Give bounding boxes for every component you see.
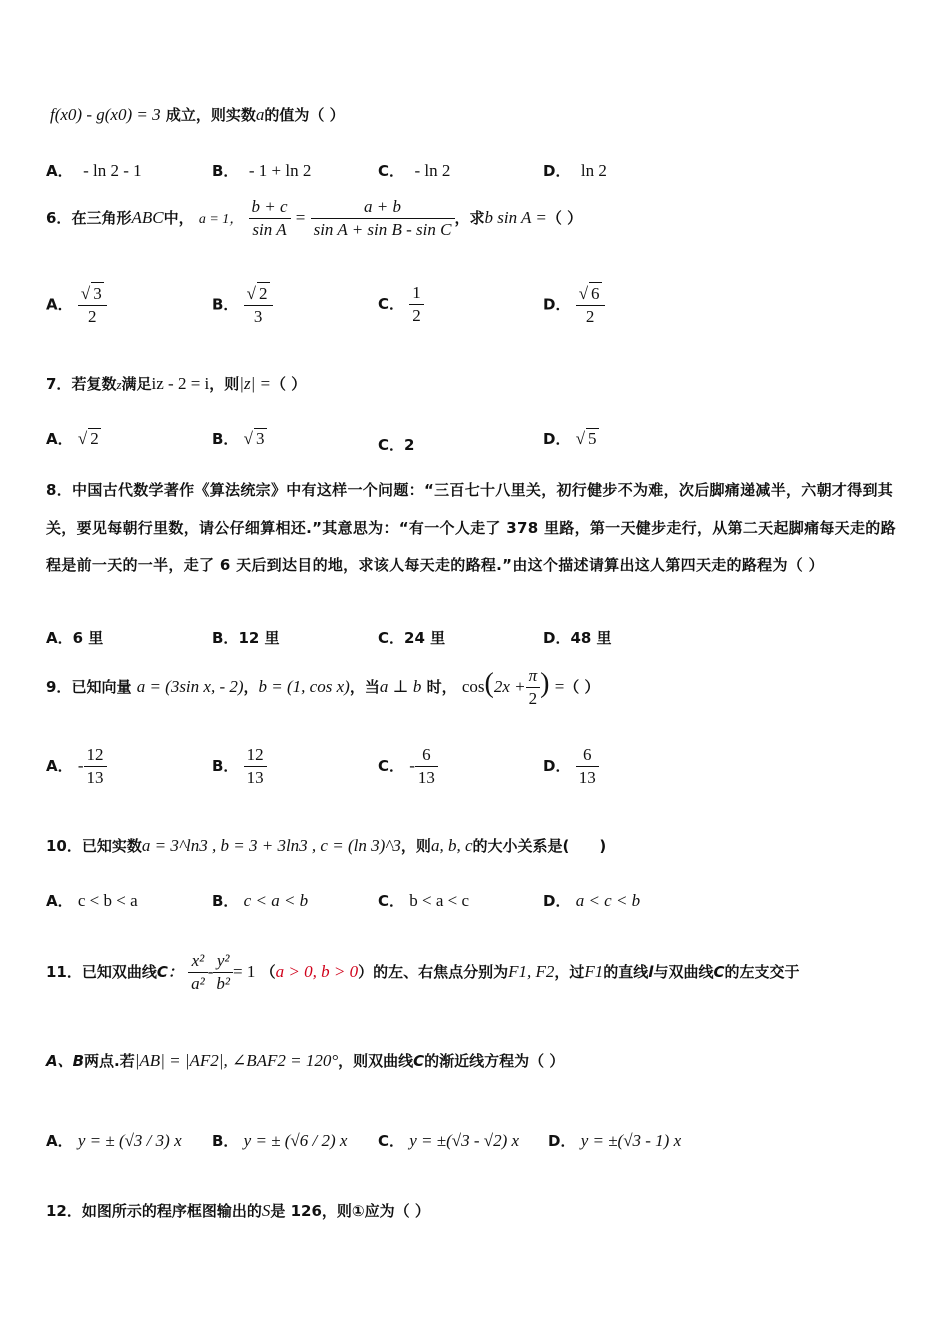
q5-option-d: D． ln 2 <box>543 161 607 180</box>
q10-stem: 10．已知实数a = 3^ln3 , b = 3 + 3ln3 , c = (ln 3)^3，则a, b, c的大小关系是( ) <box>46 836 607 855</box>
q6-option-b: B． $\frac{√ 2}{3}$ <box>212 282 273 328</box>
q6-frac-right: $\frac{a + b}{\text{sin A + sin B - sin C}}$ <box>311 196 455 241</box>
q8-stem: 8．中国古代数学著作《算法统宗》中有这样一个问题：“三百七十八里关，初行健步不为难，次后脚痛递减半，六朝才得到其关，要见每朝行里数，请公仔细算相还.”其意思为：“有一个人走了 378 里路，第一天健步走行，从第二天起脚痛每天走的路程是前一天的一半，走了 6 天后到达目的地，求该人每天走的路程.”由这个描述请算出这人第四天走的路程为（ ） <box>46 481 896 574</box>
q6-option-c: C． $\frac{1}{2}$ <box>378 282 424 327</box>
q8-option-a: A．6 里 <box>46 629 104 647</box>
q8-option-c: C．24 里 <box>378 629 446 647</box>
q11-stem-line2: A、B两点.若|AB| = |AF2|, ∠BAF2 = 120°，则双曲线C的渐近线方程为（ ） <box>46 1051 565 1070</box>
q9-option-a: A． - $\frac{12}{13}$ <box>46 744 107 789</box>
q11-stem-line1: 11．已知双曲线C： $\frac{\text{x²}}{\text{a²}}$ - $\frac{\text{y²}}{\text{b²}}$ = 1 （a > 0, b > 0）的左、右焦点分别为F1, F2，过F1的直线l与双曲线C的左支交于 <box>46 951 800 993</box>
q5-formula: f(x0) - g(x0) = 3 <box>50 105 161 124</box>
q7-option-b: B． √ 3 <box>212 429 265 448</box>
q10-option-c: C． b < a < c <box>378 891 470 910</box>
q5-condition-line: f(x0) - g(x0) = 3 成立，则实数a的值为（ ） <box>50 105 345 124</box>
q5-option-c: C． - ln 2 <box>378 161 451 180</box>
q6-option-a: A． $\frac{√ 3}{2}$ <box>46 282 107 328</box>
q12-stem: 12．如图所示的程序框图输出的S是 126，则①应为（ ） <box>46 1201 430 1220</box>
q6-frac-left: $\frac{b + c}{\text{sin A}}$ <box>249 196 291 241</box>
q9-stem: 9．已知向量 a = (3sin x, - 2)，b = (1, cos x)，当a ⊥ b 时， cos(2x + $\frac{\pi}{2}$ ) =（ ） <box>46 666 600 708</box>
q7-option-a: A． √ 2 <box>46 429 99 448</box>
q6-option-d: D． $\frac{√ 6}{2}$ <box>543 282 605 328</box>
q10-option-b: B． c < a < b <box>212 891 309 910</box>
q5-option-b: B． - 1 + ln 2 <box>212 161 312 180</box>
q7-option-d: D． √ 5 <box>543 429 597 448</box>
q9-option-b: B． $\frac{12}{13}$ <box>212 744 267 789</box>
q11-option-b: B． y = ± (√6 / 2) x <box>212 1131 348 1150</box>
q8-option-b: B．12 里 <box>212 629 280 647</box>
q10-option-d: D． a < c < b <box>543 891 641 910</box>
q11-option-c: C． y = ±(√3 - √2) x <box>378 1131 520 1150</box>
q9-option-d: D． $\frac{6}{13}$ <box>543 744 599 789</box>
q5-option-a: A． - ln 2 - 1 <box>46 161 142 180</box>
q10-option-a: A． c < b < a <box>46 891 138 910</box>
q6-stem: 6．在三角形ABC中， a = 1， $\frac{b + c}{\text{sin A}}$ = $\frac{a + b}{\text{sin A + sin B - sin C}}$ ，求b sin A =（ ） <box>46 197 583 239</box>
q7-option-c: C．2 <box>378 436 415 454</box>
q7-stem: 7．若复数z满足iz - 2 = i，则|z| =（ ） <box>46 374 307 393</box>
q8-option-d: D．48 里 <box>543 629 612 647</box>
q11-option-d: D． y = ±(√3 - 1) x <box>548 1131 682 1150</box>
q11-option-a: A． y = ± (√3 / 3) x <box>46 1131 182 1150</box>
q9-option-c: C． - $\frac{6}{13}$ <box>378 744 438 789</box>
